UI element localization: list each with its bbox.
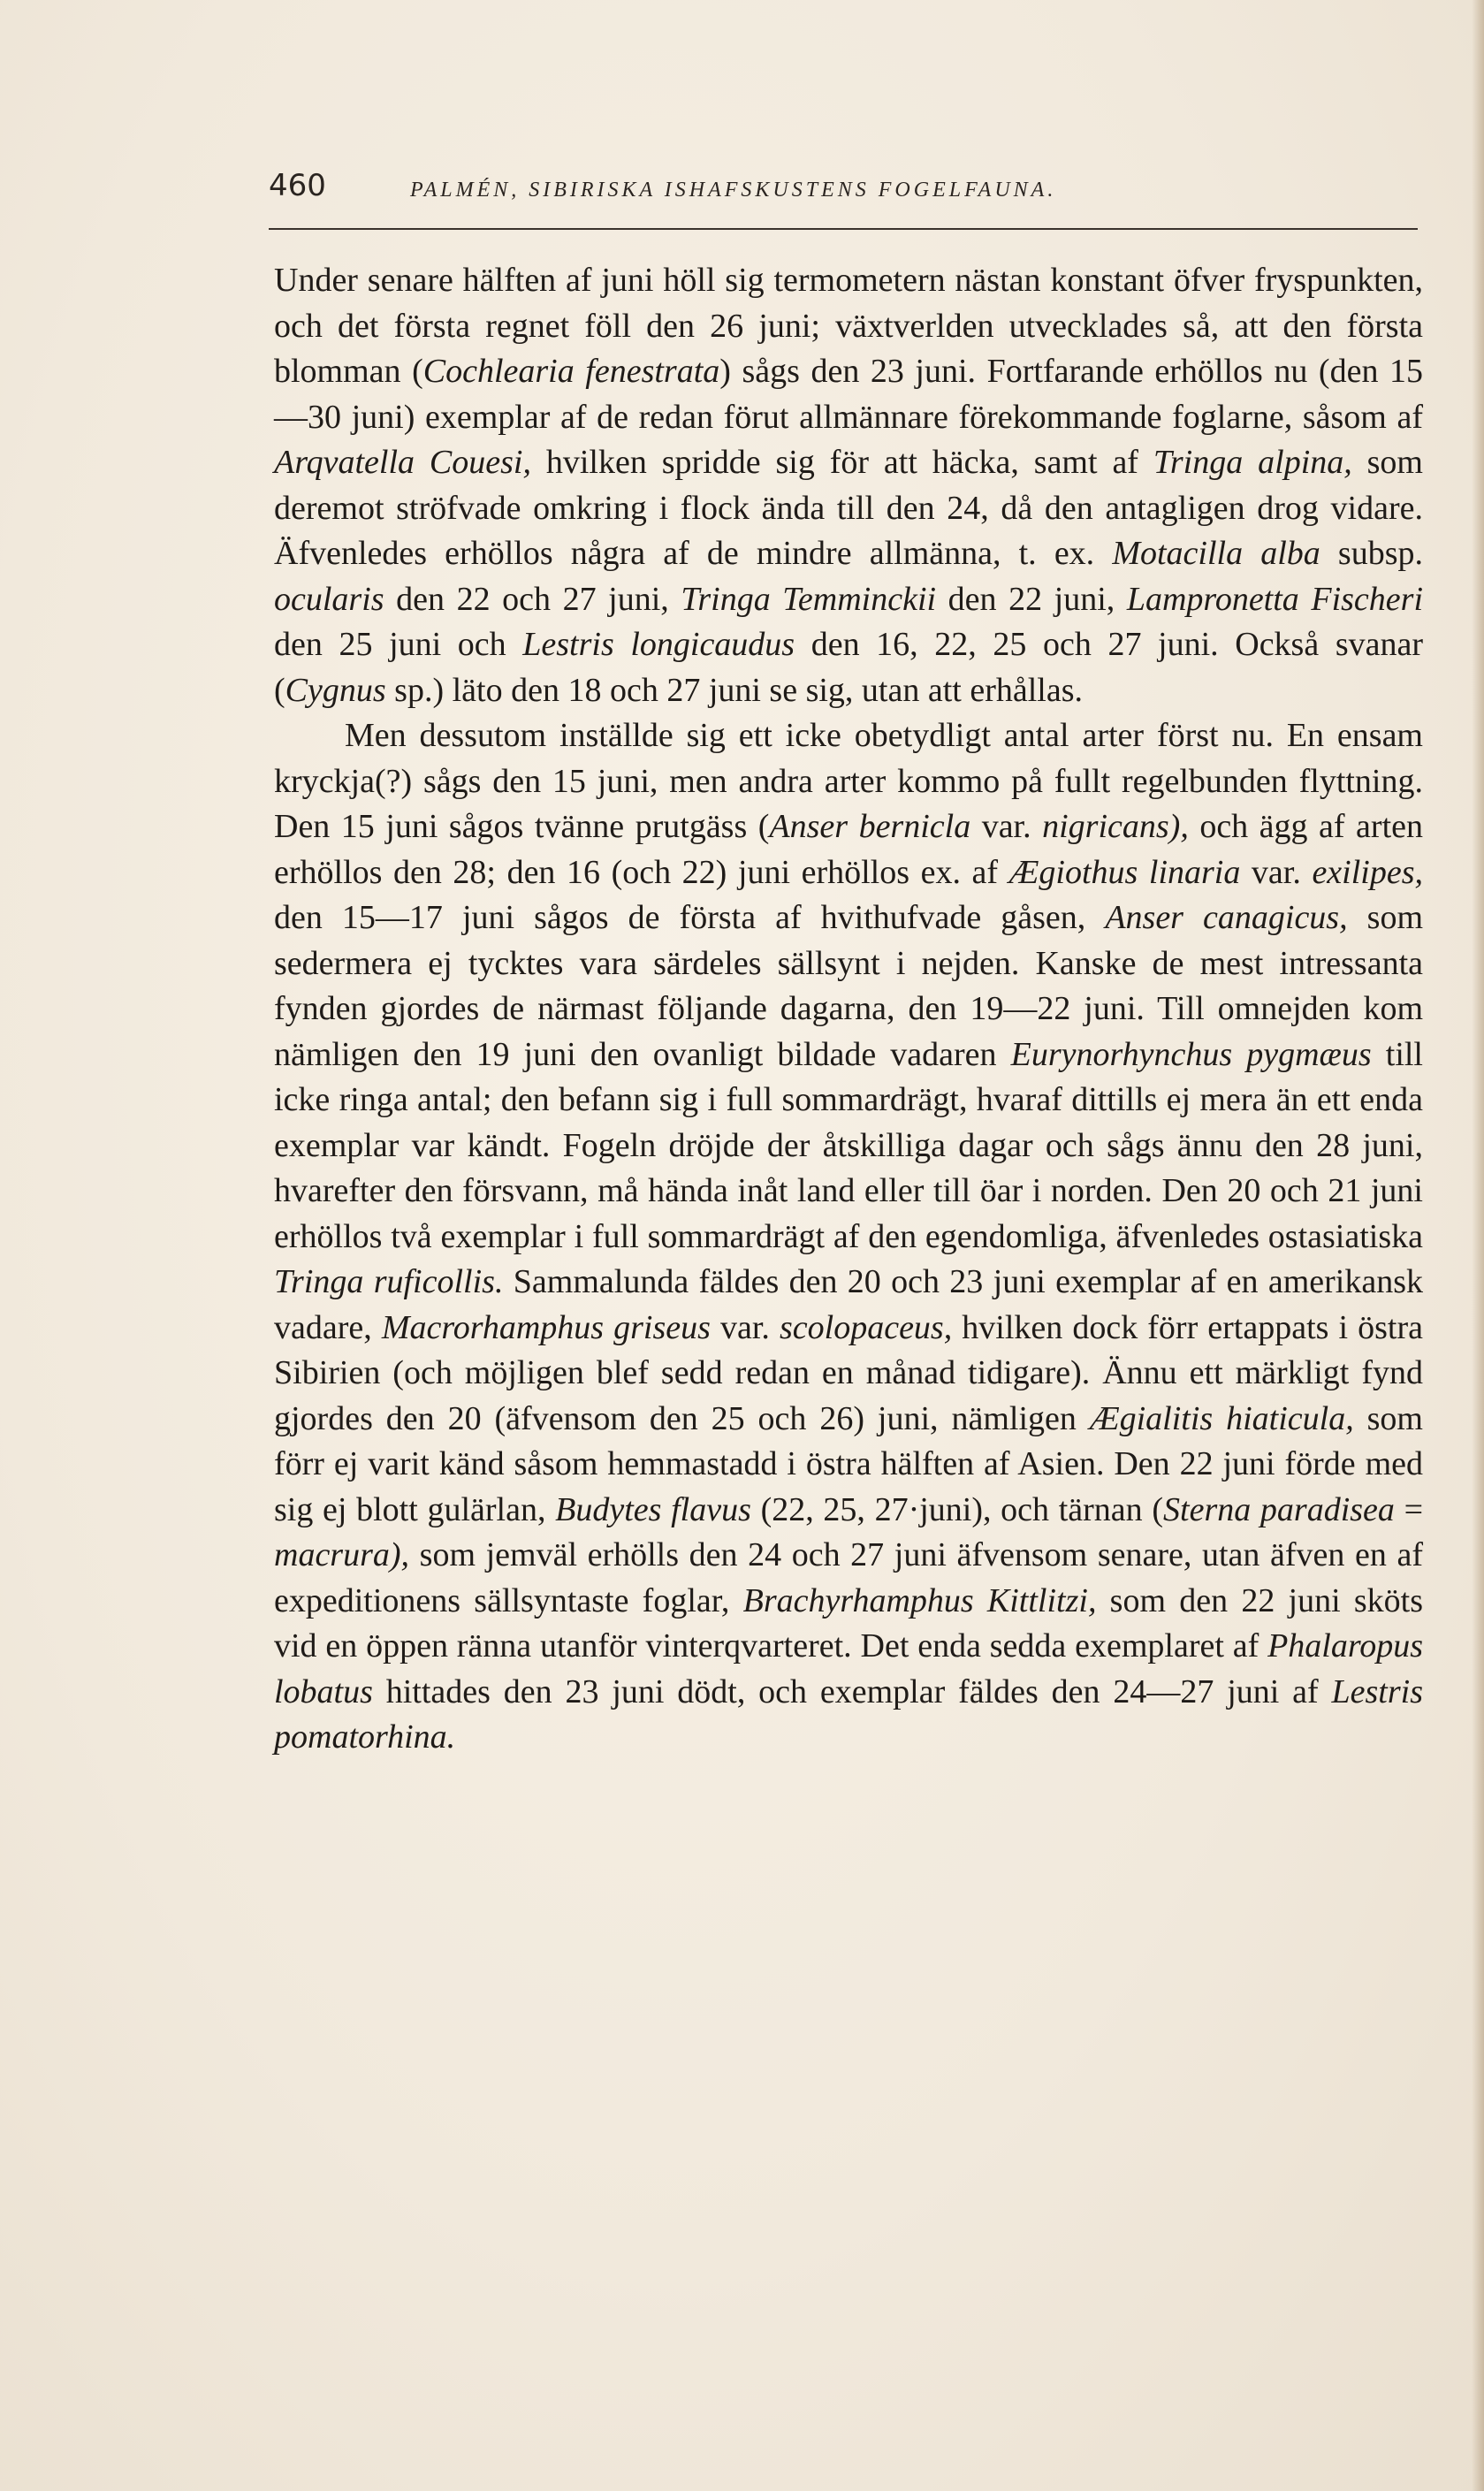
species-name: Lestris pomatorhina. <box>274 1672 1423 1756</box>
species-name: Brachyrhamphus Kittlitzi, <box>742 1581 1097 1619</box>
text-run: Sammalunda fäldes den 20 och 23 juni exemplar af en amerikansk vadare, <box>274 1263 1423 1346</box>
species-name: Tringa ruficollis. <box>274 1263 504 1300</box>
text-run: den 15—17 juni sågos de första af hvithufvade gåsen, <box>274 899 1106 936</box>
species-name: Cochlearia fenestrata <box>422 353 720 390</box>
species-name: Ægiothus linaria <box>1008 853 1241 891</box>
species-name: Motacilla alba <box>1112 535 1320 572</box>
text-run: och ägg af arten erhöllos den 28; den 16 (och 22) juni erhöllos ex. af <box>274 808 1423 891</box>
species-name: Sterna paradisea <box>1163 1490 1395 1528</box>
text-run: sp.) läto den 18 och 27 juni se sig, utan att erhållas. <box>385 671 1083 709</box>
text-run: som den 22 juni sköts vid en öppen ränna utanför vinterqvarteret. Det enda sedda exemplaret af <box>274 1581 1423 1664</box>
species-name: Anser bernicla <box>769 808 971 845</box>
text-run: var. <box>970 808 1043 845</box>
page-edge-shadow <box>1472 0 1484 2491</box>
paragraph-1 <box>274 258 1423 713</box>
body-text <box>274 258 1423 1761</box>
text-run: till icke ringa antal; den befann sig i full sommardrägt, hvaraf dittills ej mera än ett enda exemplar var kändt. Fogeln dröjde der åtskilliga dagar och sågs ännu den 28 juni, hvarefter den försvann, må hända inåt land eller till öar i norden. Den 20 och 21 juni erhöllos två exemplar i full sommardrägt af den egendomliga, äfvenledes ostasiatiska <box>274 1035 1423 1255</box>
species-name: Eurynorhynchus pygmæus <box>1010 1035 1372 1073</box>
species-name: Budytes flavus <box>555 1490 751 1528</box>
text-run: var. <box>1240 853 1313 891</box>
species-name: macrura), <box>274 1536 410 1573</box>
text-run: den 22 och 27 juni, <box>384 580 681 618</box>
text-run: = <box>1394 1490 1424 1528</box>
text-run: som deremot ströfvade omkring i flock ända till den 24, då den antagligen drog vidare. Äfvenledes erhöllos några af de mindre allmänna, t. ex. <box>274 444 1423 572</box>
species-name: ocularis <box>274 580 384 618</box>
species-name: Anser canagicus, <box>1105 899 1348 936</box>
text-run: hittades den 23 juni dödt, och exemplar fäldes den 24—27 juni af <box>372 1672 1332 1710</box>
paragraph-2 <box>274 713 1423 1761</box>
text-run: var. <box>710 1308 780 1346</box>
species-name: scolopaceus, <box>779 1308 953 1346</box>
text-run: som sedermera ej tycktes vara särdeles sällsynt i nejden. Kanske de mest intressanta fynden gjordes de närmast följande dagarna, den 19—22 juni. Till omnejden kom nämligen den 19 juni den ovanligt bildade vadaren <box>274 899 1424 1073</box>
species-name: Ægialitis hiaticula, <box>1089 1399 1354 1437</box>
text-run: Men dessutom inställde sig ett icke obetydligt antal arter först nu. En ensam kryckja(?) sågs den 15 juni, men andra arter kommo på fullt regelbunden flyttning. Den 15 juni sågos tvänne prutgäss ( <box>274 717 1423 845</box>
header-rule <box>269 228 1418 230</box>
species-name: exilipes, <box>1312 853 1423 891</box>
species-name: Tringa alpina, <box>1153 444 1352 481</box>
text-run: (22, 25, 27·juni), och tärnan ( <box>750 1490 1164 1528</box>
text-run: den 22 juni, <box>936 580 1127 618</box>
species-name: Lestris longicaudus <box>522 626 795 663</box>
text-run: den 25 juni och <box>274 626 523 663</box>
species-name: Macrorhamphus griseus <box>381 1308 711 1346</box>
text-run: den 16, 22, 25 och 27 juni. Också svanar ( <box>274 626 1423 709</box>
text-run: som jemväl erhölls den 24 och 27 juni äfvensom senare, utan äfven en af expeditionens sällsyntaste foglar, <box>274 1536 1423 1619</box>
text-run: subsp. <box>1320 535 1423 572</box>
species-name: Cygnus <box>285 671 386 709</box>
text-run: hvilken dock förr ertappats i östra Sibirien (och möjligen blef sedd redan en månad tidigare). Ännu ett märkligt fynd gjordes den 20 (äfvensom den 25 och 26) juni, nämligen <box>274 1308 1423 1437</box>
text-run: Under senare hälften af juni höll sig termometern nästan konstant öfver fryspunkten, och det första regnet föll den 26 juni; växtverlden utvecklades så, att den första blomman ( <box>274 262 1423 390</box>
species-name: nigricans), <box>1042 808 1189 845</box>
text-run: som förr ej varit känd såsom hemmastadd i östra hälften af Asien. Den 22 juni förde med sig ej blott gulärlan, <box>274 1399 1423 1528</box>
page-number: 460 <box>269 168 326 203</box>
species-name: Lampronetta Fischeri <box>1126 580 1423 618</box>
text-run: ) sågs den 23 juni. Fortfarande erhöllos nu (den 15—30 juni) exemplar af de redan förut allmännare förekommande foglarne, såsom af <box>274 353 1423 436</box>
species-name: Arqvatella Couesi, <box>274 444 531 481</box>
page-header <box>269 168 1418 221</box>
species-name: Phalaropus lobatus <box>274 1627 1423 1710</box>
running-title: PALMÉN, SIBIRISKA ISHAFSKUSTENS FOGELFAUNA. <box>410 179 1057 202</box>
text-run: hvilken spridde sig för att häcka, samt af <box>530 444 1153 481</box>
species-name: Tringa Temminckii <box>681 580 937 618</box>
